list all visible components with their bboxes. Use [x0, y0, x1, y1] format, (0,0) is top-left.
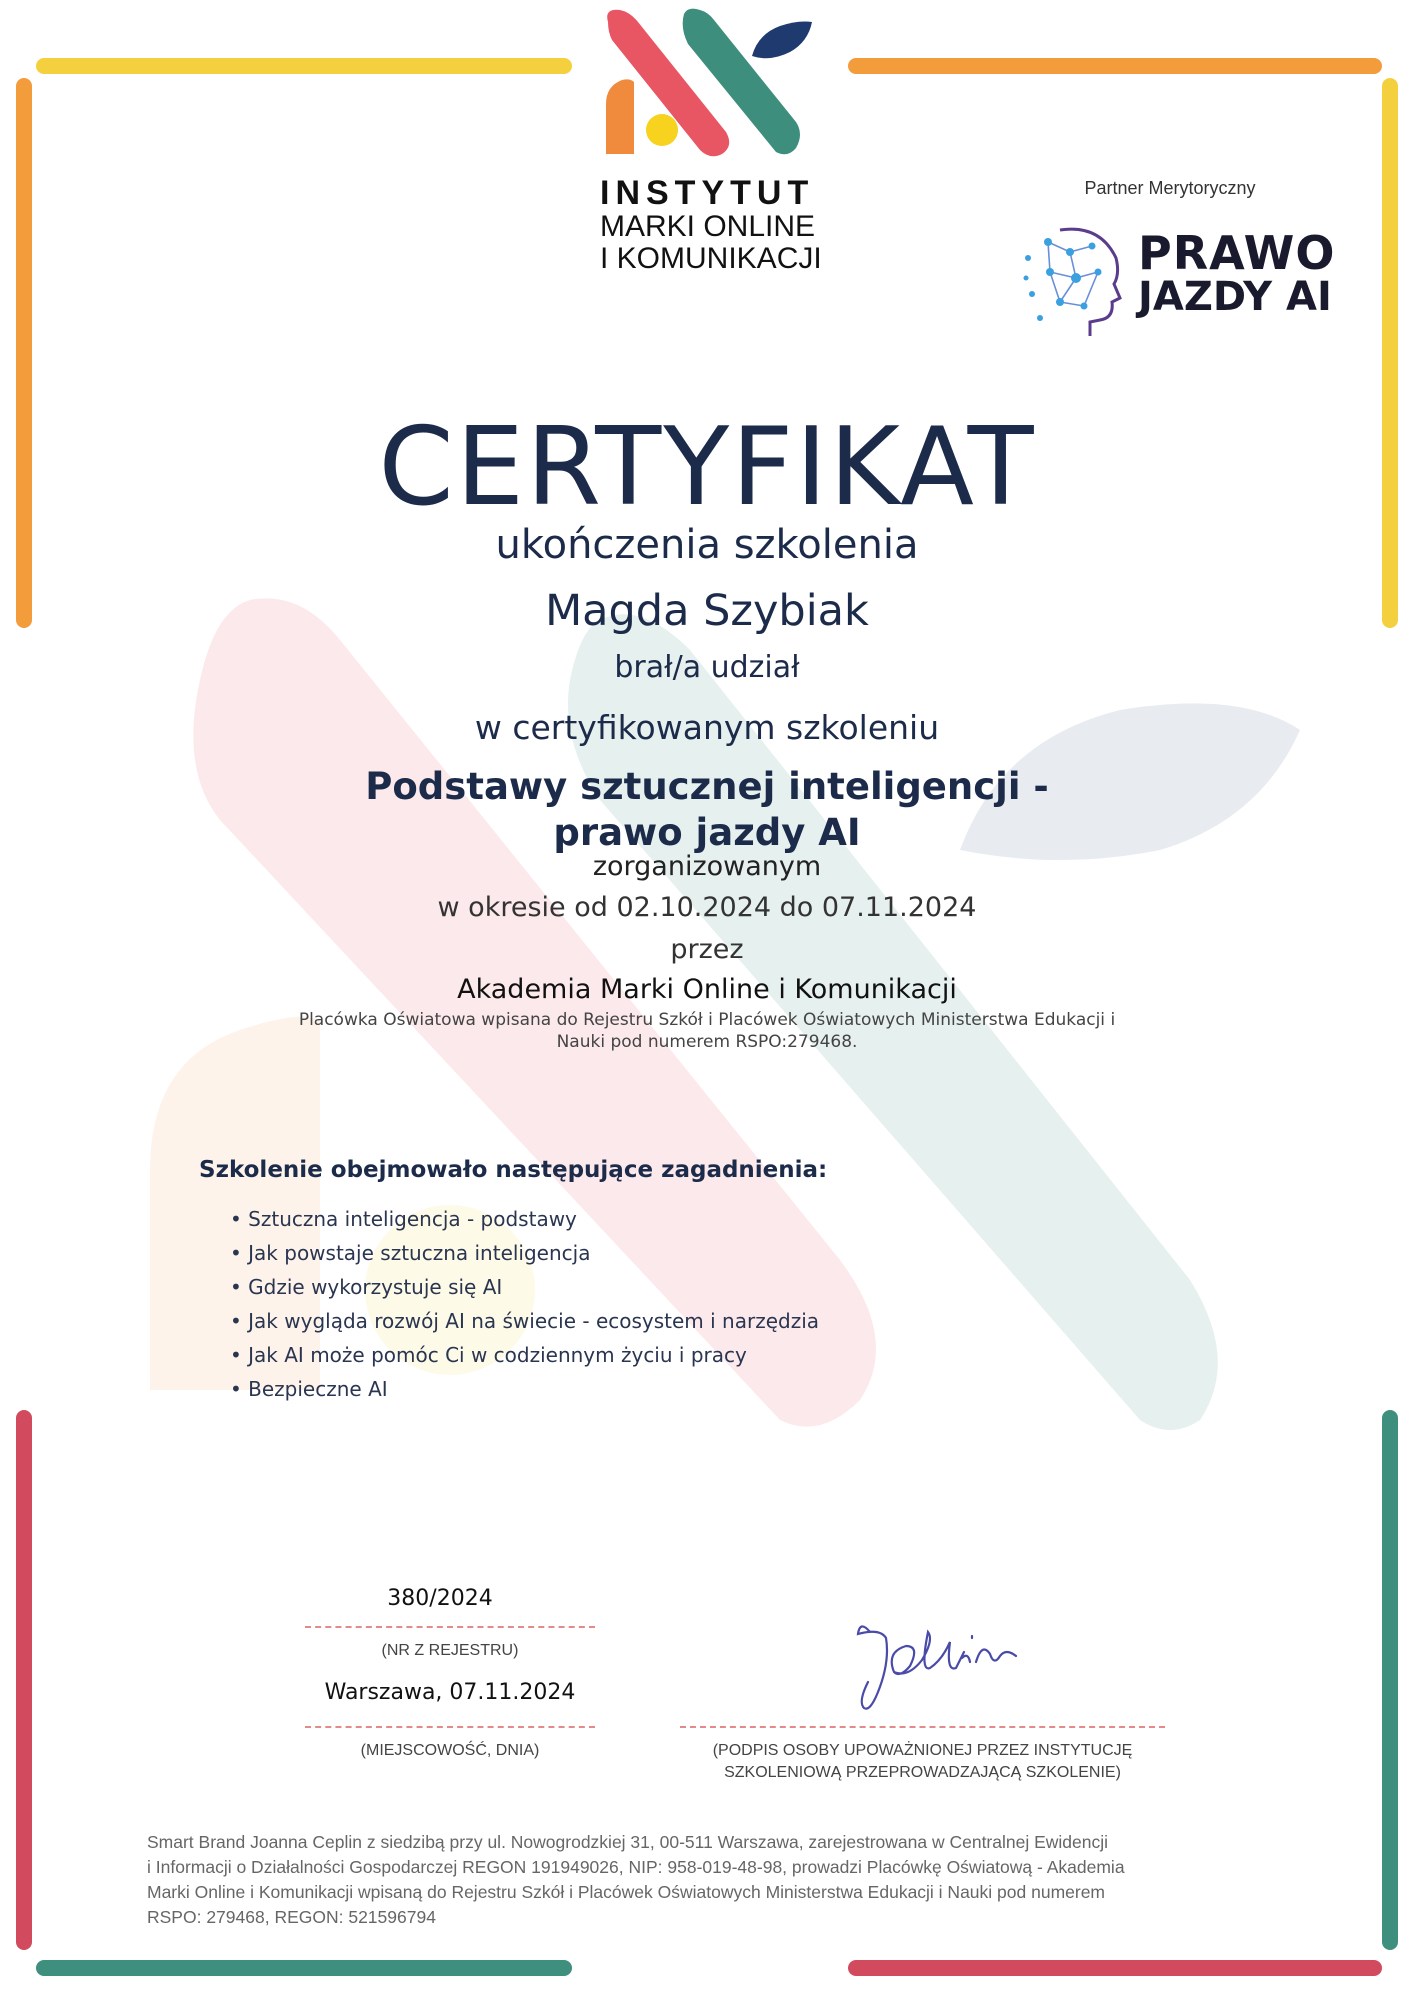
signer-caption-line2: SZKOLENIOWĄ PRZEPROWADZAJĄCĄ SZKOLENIE) [724, 1764, 1121, 1781]
list-item: • Jak powstaje sztuczna inteligencja [230, 1241, 591, 1265]
register-number: 380/2024 [387, 1586, 493, 1611]
training-period: w okresie od 02.10.2024 do 07.11.2024 [437, 892, 977, 923]
registry-line2: Nauki pod numerem RSPO:279468. [556, 1032, 858, 1052]
frame-left-lower [16, 1410, 32, 1950]
footer-legal [147, 1830, 1277, 1930]
handwritten-signature-icon [850, 1612, 1030, 1722]
topics-list [230, 1202, 930, 1406]
frame-top-left [36, 58, 572, 74]
register-number-line [305, 1626, 595, 1628]
certificate-subtitle: ukończenia szkolenia [495, 522, 919, 568]
footer-line3: Marki Online i Komunikacji wpisaną do Rejestru Szkół i Placówek Oświatowych Ministerstwa Edukacji i Nauki pod numerem [147, 1882, 1106, 1902]
list-item: • Sztuczna inteligencja - podstawy [230, 1207, 577, 1231]
footer-line4: RSPO: 279468, REGON: 521596794 [147, 1907, 436, 1927]
footer-line2: i Informacji o Działalności Gospodarczej REGON 191949026, NIP: 958-019-48-98, prowadzi Placówkę Oświatową - Akademia [147, 1857, 1125, 1877]
partner-label: Partner Merytoryczny [1084, 178, 1256, 198]
topic-text: Bezpieczne AI [248, 1377, 388, 1401]
institute-logo-line3: I KOMUNIKACJI [600, 242, 822, 275]
institute-logo-mark-icon [600, 4, 820, 164]
training-intro-text: w certyfikowanym szkoleniu [474, 708, 940, 747]
footer-line1: Smart Brand Joanna Ceplin z siedzibą przy ul. Nowogrodzkiej 31, 00-511 Warszawa, zarejestrowana w Centralnej Ewidencji [147, 1832, 1109, 1852]
course-title-line2: prawo jazdy AI [553, 811, 861, 854]
institute-logo-line1: INSTYTUT [600, 174, 815, 212]
topics-heading: Szkolenie obejmowało następujące zagadnienia: [199, 1157, 828, 1183]
frame-right-lower [1382, 1410, 1398, 1950]
registry-line1: Placówka Oświatowa wpisana do Rejestru Szkół i Placówek Oświatowych Ministerstwa Edukacji i [298, 1010, 1116, 1030]
place-date-line [305, 1726, 595, 1728]
list-item: • Gdzie wykorzystuje się AI [230, 1275, 503, 1299]
topic-text: Gdzie wykorzystuje się AI [248, 1275, 503, 1299]
place-date: Warszawa, 07.11.2024 [324, 1680, 576, 1705]
ai-head-network-icon [1020, 222, 1124, 340]
list-item: • Jak AI może pomóc Ci w codziennym życiu i pracy [230, 1343, 747, 1367]
partner-logo-line2: JAZDY AI [1138, 274, 1332, 320]
list-item: • Bezpieczne AI [230, 1377, 388, 1401]
frame-bottom-left [36, 1960, 572, 1976]
course-title-line1: Podstawy sztucznej inteligencji - [365, 765, 1049, 808]
organizer-name: Akademia Marki Online i Komunikacji [457, 974, 957, 1005]
topic-text: Jak powstaje sztuczna inteligencja [248, 1241, 591, 1265]
topic-text: Jak AI może pomóc Ci w codziennym życiu i pracy [248, 1343, 747, 1367]
participated-text: brał/a udział [614, 650, 800, 685]
organized-text: zorganizowanym [592, 851, 822, 882]
register-caption: (NR Z REJESTRU) [381, 1642, 519, 1659]
partner-logo-line1: PRAWO [1138, 226, 1336, 280]
list-item: • Jak wygląda rozwój AI na świecie - ecosystem i narzędzia [230, 1309, 820, 1333]
recipient-name: Magda Szybiak [545, 586, 869, 636]
signer-caption-line1: (PODPIS OSOBY UPOWAŻNIONEJ PRZEZ INSTYTUCJĘ [712, 1742, 1133, 1759]
by-text: przez [670, 934, 744, 965]
topic-text: Jak wygląda rozwój AI na świecie - ecosystem i narzędzia [248, 1309, 820, 1333]
signature-line [680, 1726, 1165, 1728]
frame-bottom-right [848, 1960, 1382, 1976]
topic-text: Sztuczna inteligencja - podstawy [248, 1207, 577, 1231]
certificate-title: CERTYFIKAT [378, 405, 1036, 530]
frame-top-right [848, 58, 1382, 74]
place-caption: (MIEJSCOWOŚĆ, DNIA) [360, 1742, 540, 1759]
institute-logo-line2: MARKI ONLINE [600, 210, 816, 243]
